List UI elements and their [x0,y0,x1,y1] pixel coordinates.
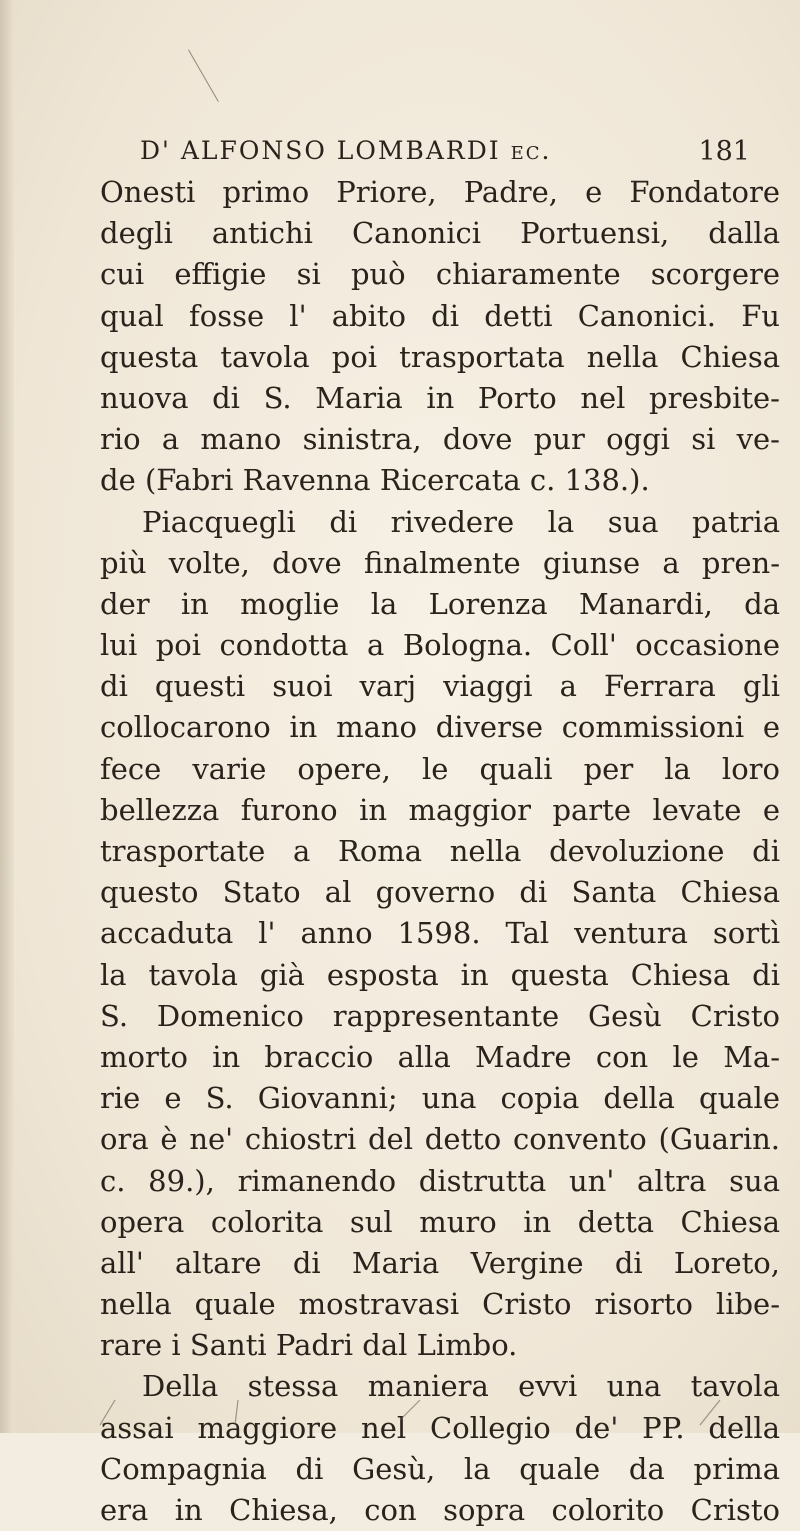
text-line: Della stessa maniera evvi una tavola [142,1369,780,1404]
running-head [140,136,780,176]
text-line: bellezza furono in maggior parte levate e [100,792,780,827]
text-line: qual fosse l' abito di detti Canonici. Fu [100,298,780,333]
text-line: Piacquegli di rivedere la sua patria [142,504,780,539]
text-line: cui effigie si può chiaramente scorgere [100,257,780,292]
text-line: de (Fabri Ravenna Ricercata c. 138.). [100,463,650,498]
body-text [100,172,780,1531]
text-line: era in Chiesa, con sopra colorito Cristo [100,1493,780,1527]
page-gutter-shadow [0,0,14,1433]
text-line: trasportate a Roma nella devoluzione di [100,834,780,868]
text-line: ora è ne' chiostri del detto convento (Guarin. [100,1122,780,1157]
text-line: nella quale mostravasi Cristo risorto libe- [100,1287,780,1322]
text-line: Onesti primo Priore, Padre, e Fondatore [100,175,780,209]
page-number: 181 [698,136,750,167]
text-line: morto in braccio alla Madre con le Ma- [100,1039,780,1074]
text-line: rare i Santi Padri dal Limbo. [100,1328,518,1363]
text-line: più volte, dove finalmente giunse a pren- [100,545,780,580]
text-line: c. 89.), rimanendo distrutta un' altra sua [100,1163,780,1198]
running-head-title: D' ALFONSO LOMBARDI ec. [140,136,552,165]
text-line: rio a mano sinistra, dove pur oggi si ve- [100,422,780,457]
text-line: fece varie opere, le quali per la loro [100,751,780,786]
text-line: nuova di S. Maria in Porto nel presbite- [100,380,780,415]
text-line: lui poi condotta a Bologna. Coll' occasione [100,628,780,663]
text-line: S. Domenico rappresentante Gesù Cristo [100,998,780,1033]
text-line: di questi suoi varj viaggi a Ferrara gli [100,669,780,704]
text-line: rie e S. Giovanni; una copia della quale [100,1081,780,1116]
margin-scribbles [60,1330,760,1430]
text-line: der in moglie la Lorenza Manardi, da [100,586,780,621]
text-line: la tavola già esposta in questa Chiesa di [100,957,780,992]
text-line: assai maggiore nel Collegio de' PP. della [100,1410,780,1445]
text-line: opera colorita sul muro in detta Chiesa [100,1204,780,1239]
text-line: all' altare di Maria Vergine di Loreto, [100,1245,780,1280]
text-line: questa tavola poi trasportata nella Chiesa [100,339,780,374]
text-line: questo Stato al governo di Santa Chiesa [100,875,780,910]
text-line: collocarono in mano diverse commissioni e [100,710,780,745]
text-line: accaduta l' anno 1598. Tal ventura sortì [100,916,780,951]
text-line: degli antichi Canonici Portuensi, dalla [100,216,780,251]
pencil-mark [188,40,236,102]
text-line: Compagnia di Gesù, la quale da prima [100,1451,780,1486]
